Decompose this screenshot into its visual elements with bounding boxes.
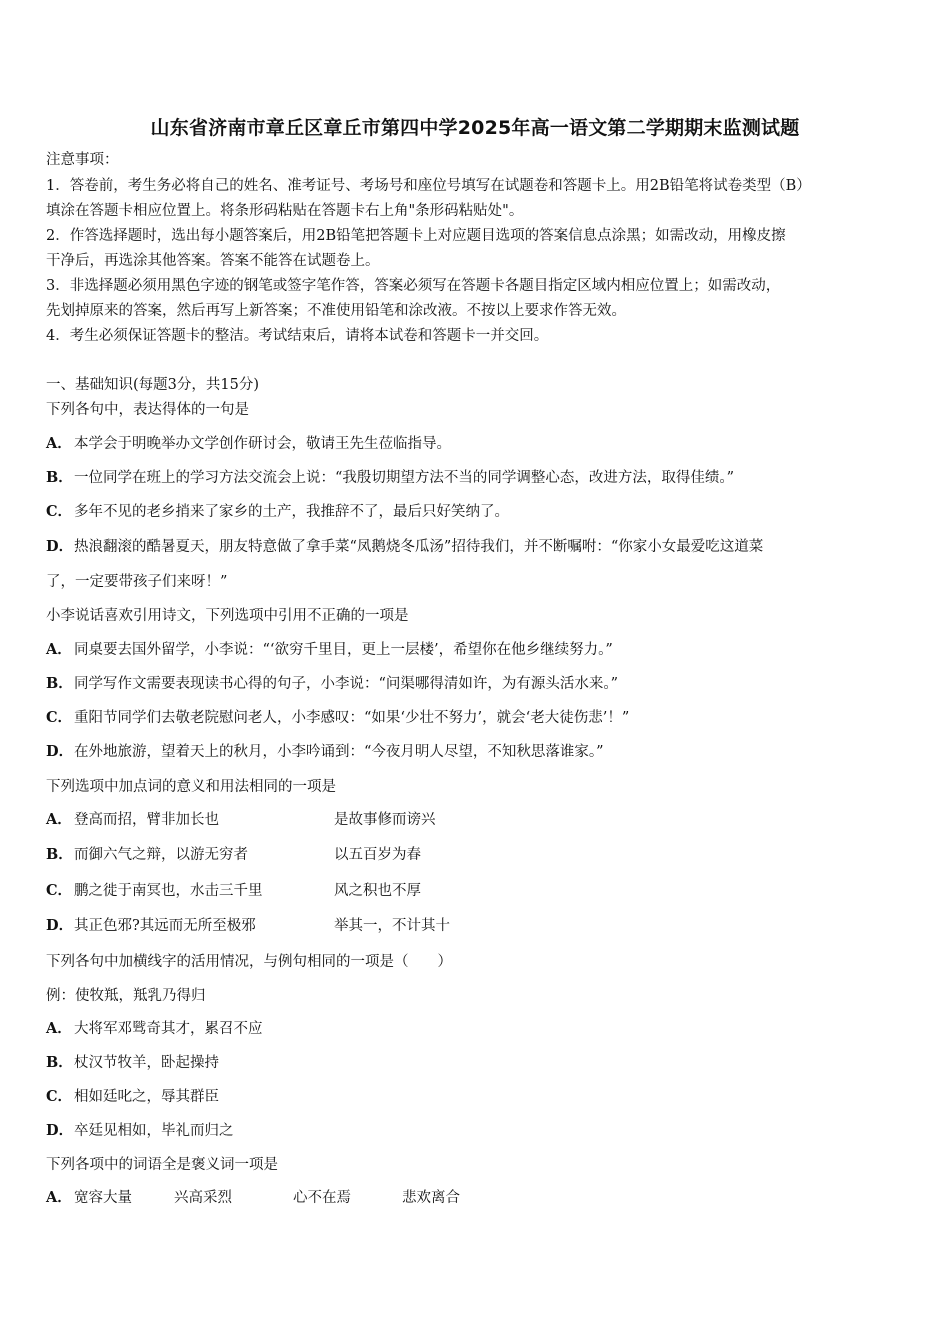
option-a [46,1188,646,1208]
option-letter: D． [46,1122,74,1139]
option-c [46,708,629,728]
notice-line: 3．非选择题必须用黑色字迹的钢笔或签字笔作答，答案必须写在答题卡各题目指定区域内相应位置上；如需改动， [46,278,781,294]
notice-line: 干净后，再选涂其他答案。答案不能答在试题卷上。 [46,253,380,269]
option-left-text: 登高而招，臂非加长也 [74,812,219,828]
option-letter: C． [46,503,73,520]
option-b [46,468,734,488]
option-right-text: 举其一，不计其十 [334,918,450,934]
option-d [46,1121,234,1141]
option-left-text: 而御六气之辩，以游无穷者 [74,847,248,863]
option-word: 宽容大量 [74,1190,132,1206]
notice-line: 2．作答选择题时，选出每小题答案后，用2B铅笔把答题卡上对应题目选项的答案信息点涂黑；如需改动，用橡皮擦 [46,228,786,244]
option-a [46,810,646,830]
option-text: 一位同学在班上的学习方法交流会上说：“我殷切期望方法不当的同学调整心态，改进方法，取得佳绩。” [74,470,735,486]
option-letter: A． [46,1020,72,1037]
option-letter: B． [46,1054,73,1071]
example-sentence: 例：使牧羝，羝乳乃得归 [46,988,206,1004]
option-text: 热浪翻滚的酷暑夏天，朋友特意做了拿手菜“凤鹅烧冬瓜汤”招待我们，并不断嘱咐：“你家小女最爱吃这道菜 [74,539,764,555]
option-letter: B． [46,469,73,486]
option-word: 悲欢离合 [402,1190,460,1206]
option-a [46,640,613,660]
option-text: 重阳节同学们去敬老院慰问老人，小李感叹：“如果‘少壮不努力’，就会‘老大徒伤悲’！” [74,710,630,726]
option-text: 同桌要去国外留学，小李说：“‘欲穷千里目，更上一层楼’，希望你在他乡继续努力。” [74,642,613,658]
option-right-text: 风之积也不厚 [334,883,421,899]
option-text: 多年不见的老乡捎来了家乡的土产，我推辞不了，最后只好笑纳了。 [74,504,509,520]
option-a [46,434,451,454]
option-c [46,881,646,901]
question-stem: 小李说话喜欢引用诗文，下列选项中引用不正确的一项是 [46,608,409,624]
notice-line: 1．答卷前，考生务必将自己的姓名、准考证号、考场号和座位号填写在试题卷和答题卡上。用2B铅笔将试卷类型（B） [46,178,811,194]
option-continuation: 了，一定要带孩子们来呀！” [46,574,228,590]
option-d [46,537,763,557]
option-letter: D． [46,538,74,555]
option-letter: A． [46,641,72,658]
exam-title: 山东省济南市章丘区章丘市第四中学2025年高一语文第二学期期末监测试题 [150,117,800,139]
option-left-text: 其正色邪?其远而无所至极邪 [74,918,256,934]
option-letter: C． [46,1088,73,1105]
option-text: 同学写作文需要表现读书心得的句子，小李说：“问渠哪得清如许，为有源头活水来。” [74,676,619,692]
notice-line: 先划掉原来的答案，然后再写上新答案；不准使用铅笔和涂改液。不按以上要求作答无效。 [46,303,626,319]
notice-heading: 注意事项： [46,152,119,168]
question-stem: 下列各项中的词语全是褒义词一项是 [46,1157,278,1173]
option-left-text: 鹏之徙于南冥也，水击三千里 [74,883,263,899]
option-text: 大将军邓骘奇其才，累召不应 [74,1021,263,1037]
option-b [46,1053,219,1073]
option-letter: A． [46,1189,72,1206]
section-heading: 一、基础知识(每题3分，共15分) [46,377,259,393]
option-letter: A． [46,435,72,452]
option-letter: B． [46,846,73,863]
option-d [46,916,646,936]
option-b [46,674,618,694]
option-word: 兴高采烈 [174,1190,232,1206]
notice-line: 4．考生必须保证答题卡的整洁。考试结束后，请将本试卷和答题卡一并交回。 [46,328,549,344]
option-text: 卒廷见相如，毕礼而归之 [74,1123,234,1139]
option-b [46,845,646,865]
notice-line: 填涂在答题卡相应位置上。将条形码粘贴在答题卡右上角"条形码粘贴处"。 [46,203,524,219]
option-text: 杖汉节牧羊，卧起操持 [74,1055,219,1071]
question-stem: 下列各句中加横线字的活用情况，与例句相同的一项是（ ） [46,954,452,970]
option-right-text: 是故事修而谤兴 [334,812,436,828]
option-word: 心不在焉 [293,1190,351,1206]
option-c [46,502,509,522]
option-a [46,1019,263,1039]
question-stem: 下列各句中，表达得体的一句是 [46,402,249,418]
option-text: 本学会于明晚举办文学创作研讨会，敬请王先生莅临指导。 [74,436,451,452]
question-stem: 下列选项中加点词的意义和用法相同的一项是 [46,779,336,795]
option-letter: B． [46,675,73,692]
option-letter: D． [46,917,74,934]
option-d [46,742,604,762]
option-letter: C． [46,882,73,899]
option-letter: C． [46,709,73,726]
option-right-text: 以五百岁为春 [334,847,421,863]
option-c [46,1087,219,1107]
option-letter: A． [46,811,72,828]
option-text: 在外地旅游，望着天上的秋月，小李吟诵到：“今夜月明人尽望，不知秋思落谁家。” [74,744,604,760]
option-letter: D． [46,743,74,760]
option-text: 相如廷叱之，辱其群臣 [74,1089,219,1105]
